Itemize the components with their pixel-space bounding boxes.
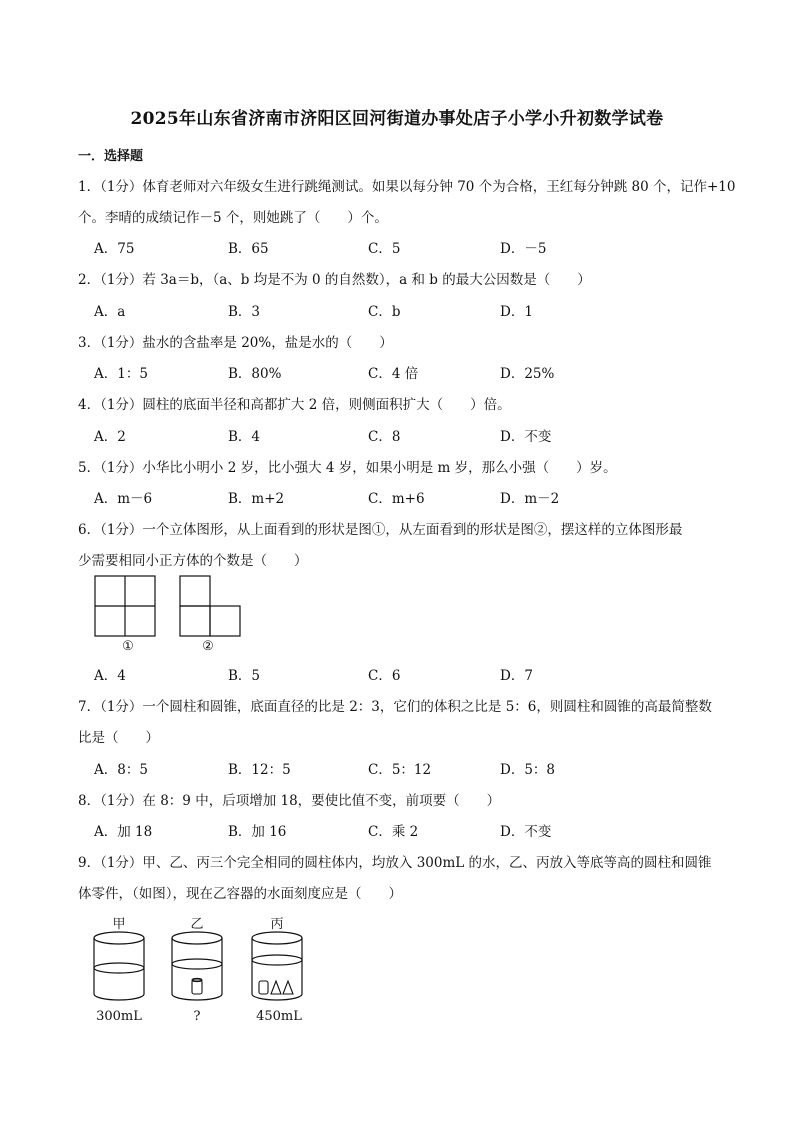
question-8-line-1: 8．（1分）在 8：9 中，后项增加 18，要使比值不变，前项要（ ）: [78, 793, 501, 809]
question-3-line-1: 3．（1分）盐水的含盐率是 20%，盐是水的（ ）: [78, 335, 393, 351]
q1-option-c[interactable]: C．5: [368, 241, 401, 257]
figure-1-label: ①: [122, 639, 134, 654]
question-6-line-2: 少需要相同小正方体的个数是（ ）: [78, 553, 308, 569]
container-1-volume: 300mL: [96, 1009, 142, 1024]
q8-option-b[interactable]: B．加 16: [228, 824, 287, 840]
page-title: 2025年山东省济南市济阳区回河街道办事处店子小学小升初数学试卷: [130, 109, 664, 129]
parts-icon: [259, 981, 293, 994]
q3-option-a[interactable]: A．1：5: [94, 366, 148, 382]
q2-option-b[interactable]: B．3: [228, 304, 261, 320]
q1-option-b[interactable]: B．65: [228, 241, 269, 257]
container-2-name: 乙: [190, 917, 204, 932]
q5-option-b[interactable]: B．m+2: [228, 491, 285, 507]
q5-option-c[interactable]: C．m+6: [368, 491, 425, 507]
question-1-line-1: 1．（1分）体育老师对六年级女生进行跳绳测试。如果以每分钟 70 个为合格，王红每分钟跳 80 个，记作+10: [78, 179, 736, 195]
question-6-line-1: 6．（1分）一个立体图形，从上面看到的形状是图①，从左面看到的形状是图②，摆这样的立体图形最: [78, 522, 683, 538]
container-3-name: 丙: [270, 917, 284, 932]
q8-option-a[interactable]: A．加 18: [94, 824, 153, 840]
question-4-line-1: 4．（1分）圆柱的底面半径和高都扩大 2 倍，则侧面积扩大（ ）倍。: [78, 397, 511, 413]
q8-option-c[interactable]: C．乘 2: [368, 824, 419, 840]
q7-option-c[interactable]: C．5：12: [368, 762, 432, 778]
q4-option-d[interactable]: D．不变: [500, 429, 552, 445]
q4-option-c[interactable]: C．8: [368, 429, 401, 445]
q4-option-b[interactable]: B．4: [228, 429, 261, 445]
container-2: [172, 932, 222, 1000]
q6-option-a[interactable]: A．4: [94, 668, 126, 684]
figure-2-label: ②: [202, 639, 214, 654]
containers-figure: [88, 928, 310, 1006]
q7-option-d[interactable]: D．5：8: [500, 762, 556, 778]
container-3-volume: 450mL: [256, 1009, 302, 1024]
q7-option-a[interactable]: A．8：5: [94, 762, 148, 778]
q5-option-d[interactable]: D．m－2: [500, 491, 560, 507]
cylinder-part-icon: [192, 978, 202, 994]
q1-option-a[interactable]: A．75: [94, 241, 135, 257]
question-9-line-2: 体零件，（如图），现在乙容器的水面刻度应是（ ）: [78, 886, 402, 902]
view-figures: [90, 572, 260, 642]
question-7-line-1: 7．（1分）一个圆柱和圆锥，底面直径的比是 2：3，它们的体积之比是 5：6，则圆柱和圆锥的高最简整数: [78, 699, 712, 715]
q6-option-c[interactable]: C．6: [368, 668, 401, 684]
container-2-volume: ?: [193, 1009, 201, 1024]
q6-option-d[interactable]: D．7: [500, 668, 533, 684]
question-2-line-1: 2．（1分）若 3a＝b，（a、b 均是不为 0 的自然数），a 和 b 的最大公因数是（ ）: [78, 272, 591, 288]
q6-option-b[interactable]: B．5: [228, 668, 261, 684]
q1-option-d[interactable]: D．－5: [500, 241, 547, 257]
q3-option-c[interactable]: C．4 倍: [368, 366, 419, 382]
container-1: [94, 932, 144, 1000]
q3-option-b[interactable]: B．80%: [228, 366, 282, 382]
q2-option-d[interactable]: D．1: [500, 304, 533, 320]
container-1-name: 甲: [112, 917, 126, 932]
q7-option-b[interactable]: B．12：5: [228, 762, 291, 778]
section-heading: 一．选择题: [78, 149, 144, 164]
question-7-line-2: 比是（ ）: [78, 730, 159, 746]
question-5-line-1: 5．（1分）小华比小明小 2 岁，比小强大 4 岁，如果小明是 m 岁，那么小强（ ）岁。: [78, 460, 617, 476]
left-view-grid: [180, 576, 240, 636]
q2-option-a[interactable]: A．a: [94, 304, 126, 320]
q4-option-a[interactable]: A．2: [94, 429, 126, 445]
question-9-line-1: 9．（1分）甲、乙、丙三个完全相同的圆柱体内，均放入 300mL 的水，乙、丙放入等底等高的圆柱和圆锥: [78, 855, 712, 871]
q8-option-d[interactable]: D．不变: [500, 824, 552, 840]
top-view-grid: [95, 576, 155, 636]
q3-option-d[interactable]: D．25%: [500, 366, 555, 382]
q2-option-c[interactable]: C．b: [368, 304, 401, 320]
question-1-line-2: 个。李晴的成绩记作－5 个，则她跳了（ ）个。: [78, 210, 388, 226]
q5-option-a[interactable]: A．m－6: [94, 491, 153, 507]
